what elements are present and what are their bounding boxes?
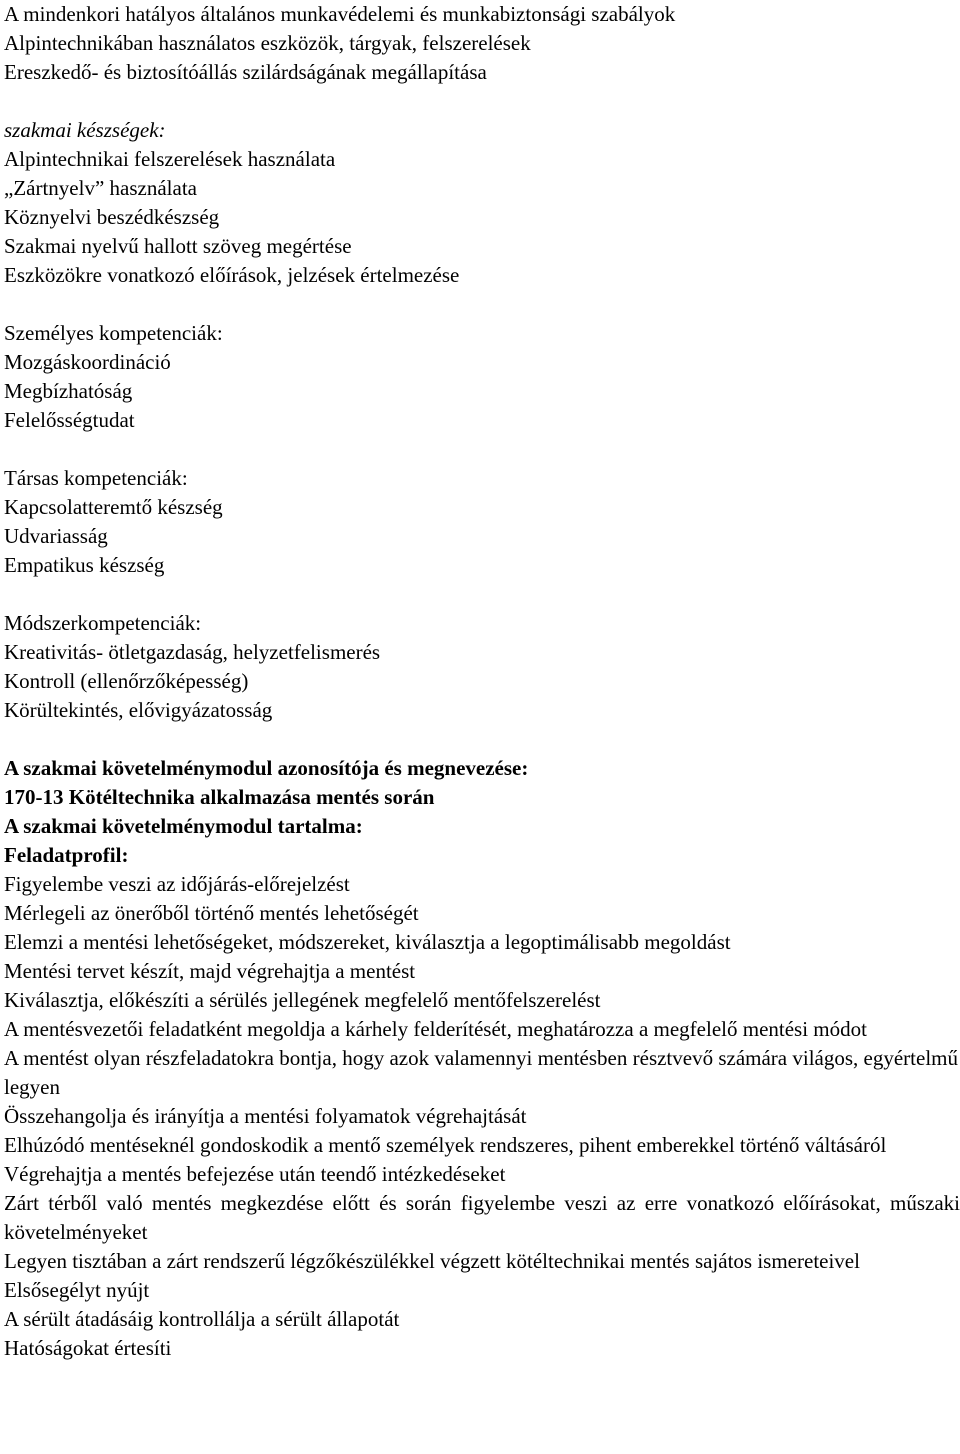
list-item: Kapcsolatteremtő készség xyxy=(4,495,223,519)
paragraph-gap xyxy=(4,290,960,319)
task-item: Összehangolja és irányítja a mentési folyamatok végrehajtását xyxy=(4,1104,527,1128)
task-item: Elsősegélyt nyújt xyxy=(4,1278,150,1302)
module-id-heading: A szakmai követelménymodul azonosítója és megnevezése: xyxy=(4,756,529,780)
task-item: Hatóságokat értesíti xyxy=(4,1336,172,1360)
list-item: Szakmai nyelvű hallott szöveg megértése xyxy=(4,234,352,258)
task-profile-heading: Feladatprofil: xyxy=(4,843,129,867)
task-item: Elemzi a mentési lehetőségeket, módszereket, kiválasztja a legoptimálisabb megoldást xyxy=(4,930,731,954)
section-heading-szakmai: szakmai készségek: xyxy=(4,118,166,142)
task-item: Kiválasztja, előkészíti a sérülés jellegének megfelelő mentőfelszerelést xyxy=(4,988,601,1012)
task-item: Mérlegeli az önerőből történő mentés lehetőségét xyxy=(4,901,419,925)
module-content-heading: A szakmai követelménymodul tartalma: xyxy=(4,814,363,838)
module-id-value: 170-13 Kötéltechnika alkalmazása mentés során xyxy=(4,785,435,809)
intro-line: A mindenkori hatályos általános munkavédelemi és munkabiztonsági szabályok xyxy=(4,2,676,26)
intro-line: Ereszkedő- és biztosítóállás szilárdságának megállapítása xyxy=(4,60,487,84)
section-heading-szemelyes: Személyes kompetenciák: xyxy=(4,321,223,345)
task-item: Legyen tisztában a zárt rendszerű légzőkészülékkel végzett kötéltechnikai mentés sajátos ismereteivel xyxy=(4,1249,860,1273)
paragraph-gap xyxy=(4,435,960,464)
list-item: Megbízhatóság xyxy=(4,379,133,403)
list-item: Empatikus készség xyxy=(4,553,165,577)
section-heading-modszer: Módszerkompetenciák: xyxy=(4,611,202,635)
task-item: Figyelembe veszi az időjárás-előrejelzést xyxy=(4,872,350,896)
list-item: Kreativitás- ötletgazdaság, helyzetfelismerés xyxy=(4,640,381,664)
paragraph-gap xyxy=(4,580,960,609)
list-item: Körültekintés, elővigyázatosság xyxy=(4,698,273,722)
list-item: Köznyelvi beszédkészség xyxy=(4,205,220,229)
list-item: Felelősségtudat xyxy=(4,408,135,432)
list-item: Mozgáskoordináció xyxy=(4,350,171,374)
task-item: A mentést olyan részfeladatokra bontja, hogy azok valamennyi mentésben résztvevő számára világos, egyértelmű legyen xyxy=(4,1046,958,1099)
list-item: „Zártnyelv” használata xyxy=(4,176,197,200)
task-item: A mentésvezetői feladatként megoldja a kárhely felderítését, meghatározza a megfelelő mentési módot xyxy=(4,1017,867,1041)
list-item: Kontroll (ellenőrzőképesség) xyxy=(4,669,249,693)
section-heading-tarsas: Társas kompetenciák: xyxy=(4,466,188,490)
list-item: Eszközökre vonatkozó előírások, jelzések értelmezése xyxy=(4,263,460,287)
task-item: Mentési tervet készít, majd végrehajtja a mentést xyxy=(4,959,416,983)
paragraph-gap xyxy=(4,725,960,754)
task-item: Zárt térből való mentés megkezdése előtt és során figyelembe veszi az erre vonatkozó előírásokat, műszaki követelményeket xyxy=(4,1191,960,1244)
task-item: A sérült átadásáig kontrollálja a sérült állapotát xyxy=(4,1307,400,1331)
task-item: Elhúzódó mentéseknél gondoskodik a mentő személyek rendszeres, pihent emberekkel történő váltásáról xyxy=(4,1133,887,1157)
list-item: Udvariasság xyxy=(4,524,108,548)
list-item: Alpintechnikai felszerelések használata xyxy=(4,147,336,171)
task-item: Végrehajtja a mentés befejezése után teendő intézkedéseket xyxy=(4,1162,506,1186)
paragraph-gap xyxy=(4,87,960,116)
intro-line: Alpintechnikában használatos eszközök, tárgyak, felszerelések xyxy=(4,31,531,55)
document-page xyxy=(4,0,960,1363)
